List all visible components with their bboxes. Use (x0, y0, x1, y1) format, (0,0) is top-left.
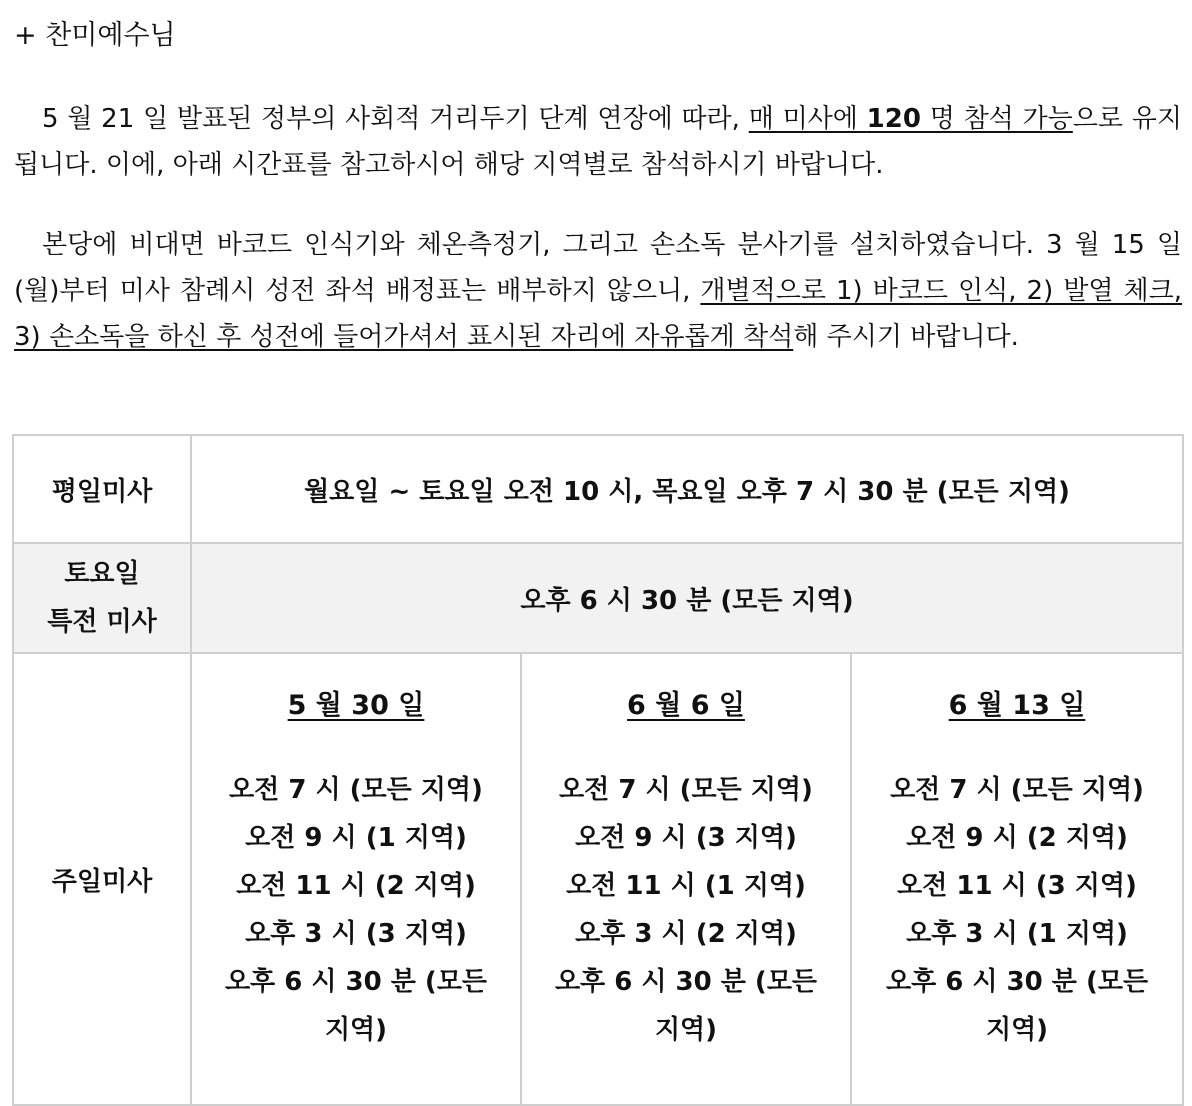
para2-text: 본당에 비대면 바코드 인식기와 체온측정기, 그리고 손소독 분사기를 설치하였습니다. 3 월 15 일(월)부터 미사 참례시 성전 좌석 배정표는 배부하지 않으니, (14, 230, 1182, 306)
para1-count: 120 (866, 104, 921, 134)
sunday-time: 오후 6 시 30 분 (모든 지역) (224, 967, 488, 1045)
sunday-time: 오전 11 시 (3 지역) (897, 871, 1137, 901)
sunday-row (13, 653, 1183, 1105)
para1-underline-b: 명 참석 가능 (920, 104, 1073, 134)
para1-after: 으로 유지됩니다. 이에, 아래 시간표를 참고하시어 해당 지역별로 참석하시기 바랍니다. (14, 104, 1183, 180)
sunday-time: 오후 6 시 30 분 (모든 지역) (554, 967, 818, 1045)
mass-schedule-table (12, 434, 1184, 1106)
sunday-time: 오후 3 시 (1 지역) (906, 919, 1128, 949)
para1-underline-a: 매 미사에 (748, 104, 867, 134)
greeting: + 찬미예수님 (14, 20, 176, 51)
para1-underline (749, 104, 1073, 134)
sunday-time: 오후 3 시 (3 지역) (245, 919, 467, 949)
sunday-column-2 (521, 653, 851, 1105)
sunday-column-1 (191, 653, 521, 1105)
sunday-date: 6 월 6 일 (627, 690, 745, 721)
sunday-time: 오전 7 시 (모든 지역) (229, 775, 483, 805)
weekday-row (13, 435, 1183, 543)
sunday-time: 오전 9 시 (2 지역) (906, 823, 1128, 853)
saturday-label-line2: 특전 미사 (47, 607, 157, 637)
paragraph-procedure (14, 222, 1182, 360)
sunday-label: 주일미사 (13, 653, 191, 1105)
sunday-time: 오전 9 시 (3 지역) (575, 823, 797, 853)
weekday-times: 월요일 ~ 토요일 오전 10 시, 목요일 오후 7 시 30 분 (모든 지역) (191, 435, 1183, 543)
sunday-time: 오후 3 시 (2 지역) (575, 919, 797, 949)
sunday-time: 오전 11 시 (2 지역) (236, 871, 476, 901)
sunday-time: 오전 7 시 (모든 지역) (890, 775, 1144, 805)
para2-after: 해 주시기 바랍니다. (793, 322, 1019, 352)
saturday-label (13, 543, 191, 653)
sunday-time: 오전 9 시 (1 지역) (245, 823, 467, 853)
saturday-row (13, 543, 1183, 653)
para2-underline: 개별적으로 1) 바코드 인식, 2) 발열 체크, 3) 손소독을 하신 후 성전에 들어가셔서 표시된 자리에 자유롭게 착석 (14, 276, 1182, 352)
sunday-column-3 (851, 653, 1183, 1105)
para1-text: 5 월 21 일 발표된 정부의 사회적 거리두기 단계 연장에 따라, (42, 104, 749, 134)
saturday-label-line1: 토요일 (64, 559, 140, 589)
saturday-times: 오후 6 시 30 분 (모든 지역) (191, 543, 1183, 653)
sunday-time: 오전 11 시 (1 지역) (566, 871, 806, 901)
sunday-date: 6 월 13 일 (948, 690, 1086, 721)
sunday-time: 오후 6 시 30 분 (모든 지역) (885, 967, 1149, 1045)
sunday-time: 오전 7 시 (모든 지역) (559, 775, 813, 805)
paragraph-attendance (14, 96, 1182, 188)
weekday-label: 평일미사 (13, 435, 191, 543)
sunday-date: 5 월 30 일 (287, 690, 425, 721)
